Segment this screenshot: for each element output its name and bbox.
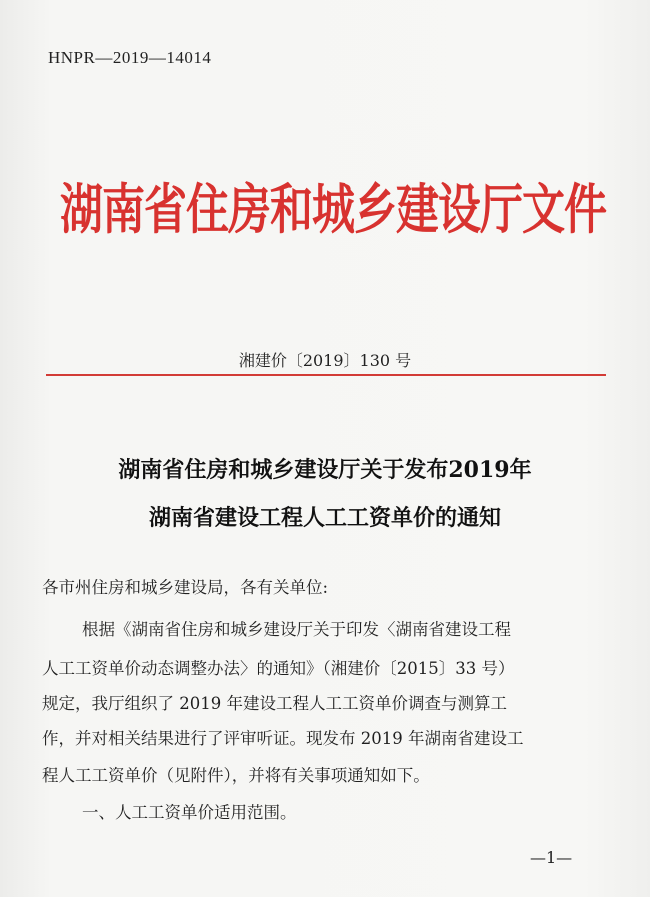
notice-title-line-1: 湖南省住房和城乡建设厅关于发布2019年 xyxy=(118,457,532,483)
issuer-red-header: 湖南省住房和城乡建设厅文件 xyxy=(60,179,606,242)
red-divider-line xyxy=(46,374,606,376)
salutation: 各市州住房和城乡建设局，各有关单位: xyxy=(42,578,329,597)
document-number: 湘建价〔2019〕130 号 xyxy=(238,351,412,370)
body-line: 人工工资单价动态调整办法〉的通知》（湘建价〔2015〕33 号） xyxy=(42,659,515,678)
body-line: 根据《湖南省住房和城乡建设厅关于印发〈湖南省建设工程 xyxy=(82,620,511,639)
body-line: 规定，我厅组织了 2019 年建设工程人工工资单价调查与测算工 xyxy=(42,694,507,713)
body-line: 程人工工资单价（见附件），并将有关事项通知如下。 xyxy=(42,766,430,785)
section-heading: 一、人工工资单价适用范围。 xyxy=(82,803,297,822)
notice-title-line-2: 湖南省建设工程人工工资单价的通知 xyxy=(148,505,501,531)
body-line: 作，并对相关结果进行了评审听证。现发布 2019 年湖南省建设工 xyxy=(42,729,524,748)
document-code: HNPR—2019—14014 xyxy=(48,48,212,67)
page-number: —1— xyxy=(530,848,573,867)
